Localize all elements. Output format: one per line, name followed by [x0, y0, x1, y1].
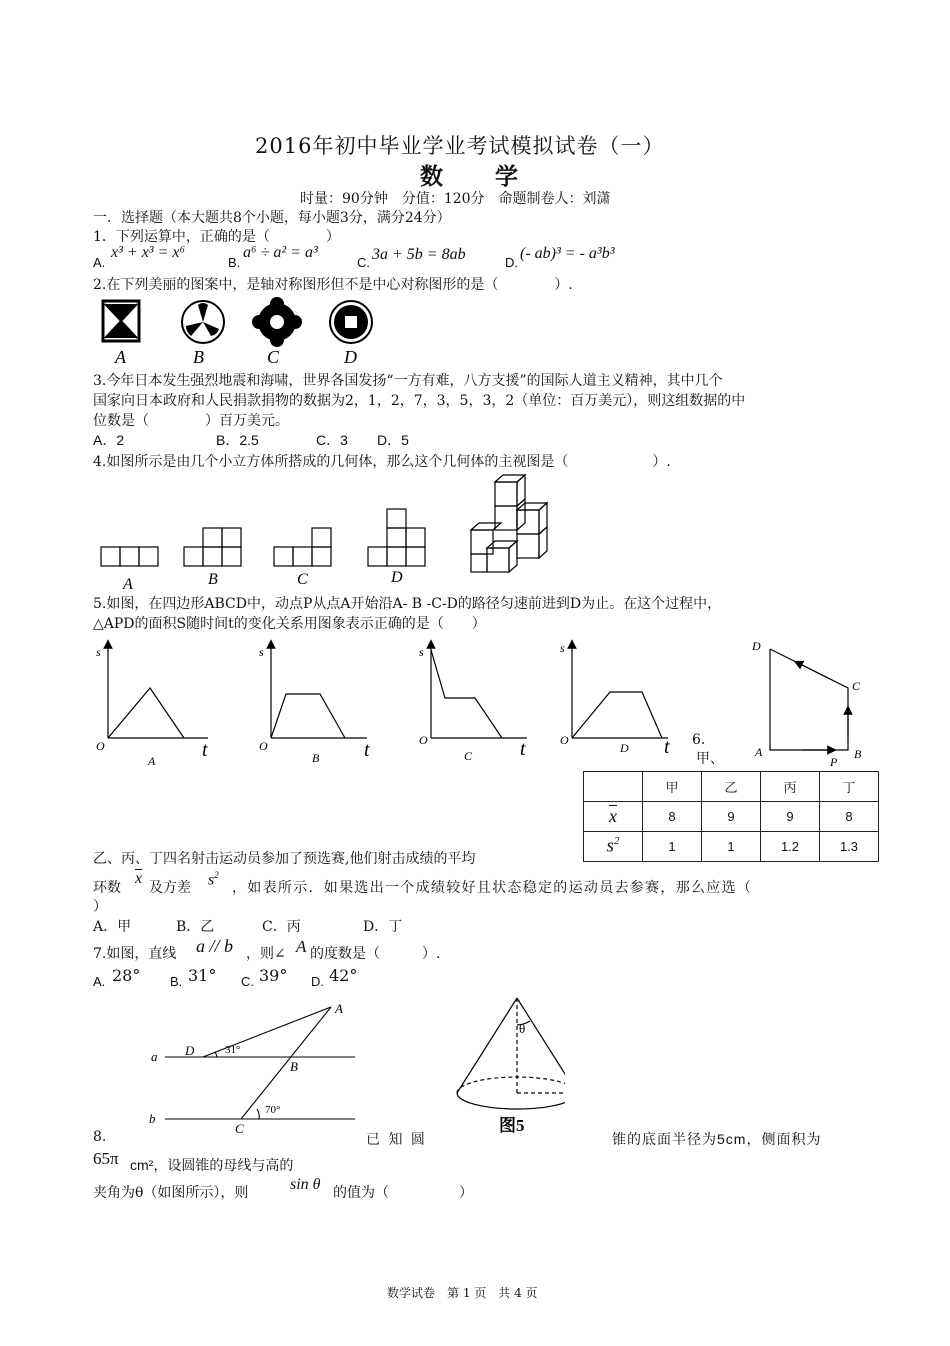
- q7-option-d: 42°: [329, 966, 358, 985]
- q8-line3-a: 夹角为θ（如图所示），则: [93, 1185, 249, 1201]
- graph-d-t-label: t: [664, 736, 670, 758]
- q6-score-table: [583, 771, 879, 862]
- q6-option-c: C．丙: [262, 919, 301, 935]
- q8-line3-c: 的值为（ ）: [333, 1185, 473, 1201]
- q7-stem-math: a // b: [196, 936, 234, 956]
- q6-text1: 乙、丙、丁四名射击运动员参加了预选赛,他们射击成绩的平均: [93, 851, 476, 867]
- q4-stem: 4.如图所示是由几个小立方体所搭成的几何体，那么这个几何体的主视图是（ ）.: [93, 454, 671, 470]
- q5-graphs-figure: [90, 638, 890, 773]
- graph-a-label: A: [148, 754, 156, 768]
- graph-b-origin: O: [259, 739, 268, 753]
- q3-option-c: C．3: [316, 432, 348, 448]
- line-a-label: a: [151, 1049, 158, 1064]
- q3-option-d: D．5: [377, 432, 409, 448]
- quad-point-b: B: [854, 747, 862, 761]
- exam-title: 2016年初中毕业学业考试模拟试卷（一）: [255, 134, 665, 158]
- q7-stem-math-angle: A: [296, 937, 307, 956]
- q1-label-b: B.: [228, 255, 241, 270]
- graph-b-s-label: s: [259, 645, 264, 659]
- section-heading: 一．选择题（本大题共8个小题，每小题3分，满分24分）: [93, 210, 451, 226]
- q7-label-c: C.: [241, 974, 254, 989]
- table-cell: 9: [761, 802, 820, 832]
- page-footer: 数学试卷 第 1 页 共 4 页: [387, 1286, 538, 1300]
- q3-line1: 3.今年日本发生强烈地震和海啸，世界各国发扬“一方有难，八方支援”的国际人道主义精神，其中几个: [93, 373, 723, 389]
- q1-label-c: C.: [357, 255, 370, 270]
- graph-d-s-label: s: [560, 641, 565, 655]
- q6-option-d: D．丁: [363, 919, 403, 935]
- q1-stem: 1．下列运算中，正确的是（ ）: [93, 229, 340, 245]
- q2-patterns-figure: [95, 296, 395, 366]
- table-header-ding: 丁: [820, 772, 879, 802]
- table-cell: 8: [643, 802, 702, 832]
- pattern-a-icon: [103, 301, 139, 341]
- table-cell: 1.3: [820, 832, 879, 862]
- q3-option-a: A．2: [93, 432, 125, 448]
- q7-option-a: 28°: [112, 966, 141, 985]
- graph-d-label: D: [620, 741, 629, 755]
- point-a-label: A: [335, 1001, 343, 1016]
- q7-option-b: 31°: [188, 966, 217, 985]
- graph-a-origin: O: [96, 739, 105, 753]
- q6-option-b: B．乙: [176, 919, 215, 935]
- cone-theta-label: θ: [519, 1021, 526, 1036]
- q4-label-a: A: [123, 576, 133, 592]
- q7-stem-a: 7.如图，直线: [93, 946, 177, 962]
- table-cell: 9: [702, 802, 761, 832]
- table-header-yi: 乙: [702, 772, 761, 802]
- q4-label-c: C: [297, 571, 308, 588]
- q2-label-d: D: [344, 347, 357, 366]
- q1-option-b: a⁶ ÷ a² = a³: [243, 244, 318, 261]
- q7-label-b: B.: [170, 974, 183, 989]
- q7-label-a: A.: [93, 974, 106, 989]
- q8-area: 65π: [93, 1149, 119, 1168]
- table-header-jia: 甲: [643, 772, 702, 802]
- q4-label-b: B: [208, 571, 218, 588]
- graph-d-origin: O: [560, 733, 569, 747]
- table-cell: 1: [702, 832, 761, 862]
- cone-caption: 图5: [499, 1116, 525, 1135]
- table-row: [584, 802, 879, 832]
- quad-point-p: P: [830, 755, 838, 769]
- graph-b-label: B: [312, 751, 320, 765]
- quad-point-c: C: [852, 679, 861, 693]
- q5-line1: 5.如图，在四边形ABCD中，动点P从点A开始沿A- B -C-D的路径匀速前进到D为止。在这个过程中，: [93, 596, 722, 612]
- q7-lines-figure: [145, 995, 565, 1135]
- q3-line3: 位数是（ ）百万美元。: [93, 413, 289, 429]
- q6-text2-c: ，如表所示．如果选出一个成绩较好且状态稳定的运动员去参赛，那么应选（: [232, 880, 753, 896]
- pattern-d-icon: [330, 301, 372, 343]
- pattern-c-icon: [252, 297, 302, 347]
- q6-number: 6.: [692, 732, 706, 748]
- q4-label-d: D: [391, 569, 403, 586]
- graph-a-t-label: t: [202, 739, 208, 761]
- q8-number: 8.: [93, 1129, 107, 1145]
- point-b-label: B: [290, 1059, 298, 1074]
- angle-70-label: 70°: [265, 1104, 281, 1116]
- q1-option-a: x³ + x³ = x⁶: [111, 244, 186, 261]
- q2-stem: 2.在下列美丽的图案中，是轴对称图形但不是中心对称图形的是（ ）.: [93, 277, 573, 293]
- graph-c-origin: O: [419, 733, 428, 747]
- q4-views-figure: [95, 472, 565, 592]
- table-cell: 8: [820, 802, 879, 832]
- q6-text2-b: 及方差: [149, 880, 191, 896]
- table-row-label-mean: $\overline{x}$: [584, 802, 643, 832]
- table-header-bing: 丙: [761, 772, 820, 802]
- point-c-label: C: [235, 1121, 244, 1135]
- q2-label-c: C: [267, 347, 280, 366]
- q7-option-c: 39°: [259, 966, 288, 985]
- table-row: [584, 772, 879, 802]
- line-b-label: b: [149, 1111, 156, 1126]
- q2-label-b: B: [193, 347, 204, 366]
- q1-label-d: D.: [505, 255, 518, 270]
- q6-text2-a: 环数: [93, 880, 121, 896]
- graph-c-label: C: [464, 749, 473, 763]
- q6-option-a: A．甲: [93, 919, 132, 935]
- q1-option-c: 3a + 5b = 8ab: [372, 246, 466, 263]
- q6-variance-symbol: $s^2$: [208, 870, 219, 889]
- q6-fragment: 甲、: [696, 751, 724, 767]
- q1-option-d: (- ab)³ = - a³b³: [520, 245, 615, 262]
- graph-c-s-label: s: [419, 645, 424, 659]
- table-row: [584, 832, 879, 862]
- q8-sin-theta: sin θ: [290, 1176, 321, 1193]
- q3-option-b: B．2.5: [216, 432, 259, 448]
- exam-info: 时量：90分钟 分值：120分 命题制卷人：刘潇: [300, 191, 611, 207]
- point-d-label: D: [185, 1043, 195, 1058]
- q7-label-d: D.: [311, 974, 324, 989]
- graph-b-t-label: t: [364, 739, 370, 761]
- table-cell: 1: [643, 832, 702, 862]
- table-row-label-variance: $s^2$: [584, 832, 643, 862]
- q2-label-a: A: [115, 347, 126, 366]
- quad-point-a: A: [755, 745, 763, 759]
- graph-c-t-label: t: [520, 738, 526, 760]
- q8-unit: cm²，设圆锥的母线与高的: [130, 1157, 294, 1173]
- graph-a-s-label: s: [96, 645, 101, 659]
- q6-text3: ）: [93, 899, 107, 915]
- q3-line2: 国家向日本政府和人民捐款捐物的数据为2，1，2，7，3，5，3，2（单位：百万美元），则这组数据的中: [93, 393, 746, 409]
- q8-text-mid: 已 知 圆: [366, 1132, 427, 1148]
- angle-31-label: 31°: [225, 1044, 241, 1056]
- q5-line2: △APD的面积S随时间t的变化关系用图象表示正确的是（ ）: [93, 616, 486, 632]
- q6-mean-symbol: $\overline{x}$: [135, 870, 143, 887]
- table-cell: [584, 772, 643, 802]
- quad-point-d: D: [752, 639, 761, 653]
- q8-text-right: 锥的底面半径为5cm，侧面积为: [612, 1131, 822, 1147]
- subject-title: 数 学: [420, 163, 520, 189]
- q1-label-a: A.: [93, 255, 106, 270]
- table-cell: 1.2: [761, 832, 820, 862]
- q7-stem-b: ，则∠: [246, 946, 286, 962]
- pattern-b-icon: [182, 301, 224, 343]
- q7-stem-c: 的度数是（ ）.: [310, 946, 441, 962]
